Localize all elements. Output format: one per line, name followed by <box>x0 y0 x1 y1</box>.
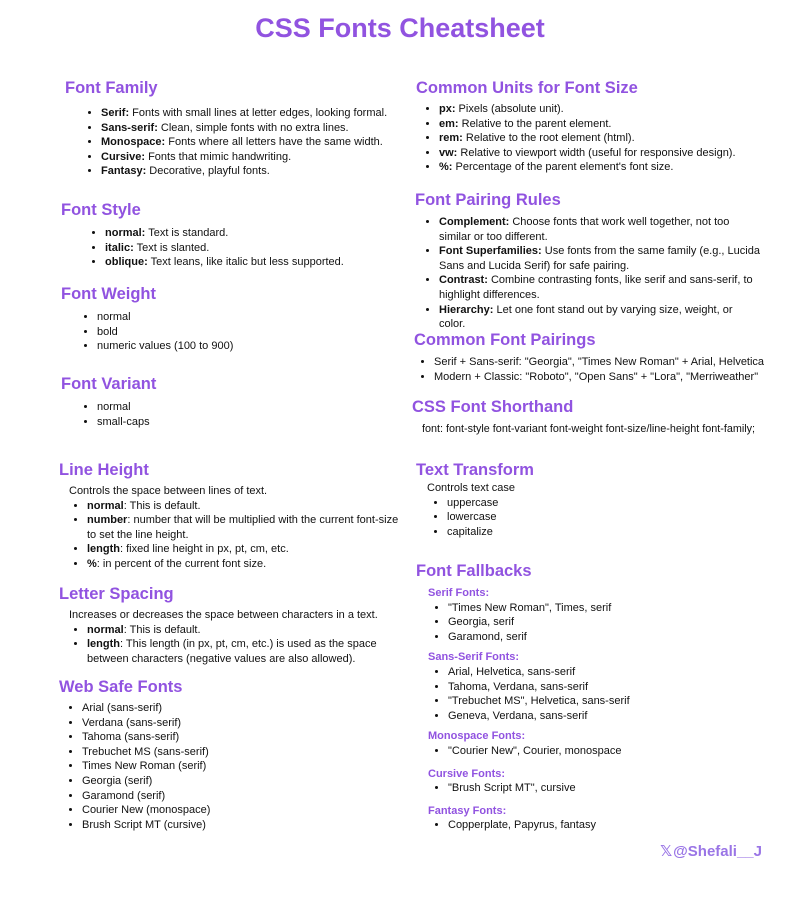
section-heading: Font Pairing Rules <box>415 191 561 209</box>
list-item: • length: This length (in px, pt, cm, etc.) is used as the space between characters (negative values are also allowed). <box>87 637 409 666</box>
fallback-list <box>416 781 766 796</box>
list-item: • Arial (sans-serif) <box>82 701 399 716</box>
list-item: • length: fixed line height in px, pt, cm, etc. <box>87 542 409 557</box>
list-item: • Hierarchy: Let one font stand out by varying size, weight, or color. <box>439 303 760 332</box>
fallback-list <box>416 665 766 723</box>
web-safe-list <box>59 701 399 832</box>
section-line-height <box>59 460 409 572</box>
letter-spacing-list <box>59 623 409 667</box>
section-heading: Letter Spacing <box>59 585 174 603</box>
font-style-list <box>61 226 401 270</box>
section-units <box>416 78 766 175</box>
list-item: • capitalize <box>447 525 756 540</box>
list-item: • "Times New Roman", Times, serif <box>448 601 766 616</box>
fallback-list <box>416 601 766 645</box>
list-item: • Font Superfamilies: Use fonts from the same family (e.g., Lucida Sans and Lucida Serif) for safe pairing. <box>439 244 760 273</box>
list-item: • Serif + Sans-serif: "Georgia", "Times New Roman" + Arial, Helvetica <box>434 355 784 370</box>
list-item: • Arial, Helvetica, sans-serif <box>448 665 766 680</box>
list-item: • Fantasy: Decorative, playful fonts. <box>101 164 405 179</box>
fallback-group-label: Serif Fonts: <box>428 587 490 599</box>
list-item: • Tahoma, Verdana, sans-serif <box>448 680 766 695</box>
list-item: • normal <box>97 310 401 325</box>
list-item: • em: Relative to the parent element. <box>439 117 766 132</box>
section-heading: Font Variant <box>61 375 157 393</box>
fallback-group-label: Sans-Serif Fonts: <box>428 651 520 664</box>
list-item: • Verdana (sans-serif) <box>82 716 399 731</box>
list-item: • Serif: Fonts with small lines at letter edges, looking formal. <box>101 106 405 121</box>
section-web-safe-fonts <box>59 677 399 832</box>
section-heading: Font Style <box>61 201 141 219</box>
list-item: • small-caps <box>97 415 401 430</box>
section-intro: Increases or decreases the space between characters in a text. <box>69 609 378 621</box>
list-item: • Trebuchet MS (sans-serif) <box>82 745 399 760</box>
section-heading: Line Height <box>59 461 149 479</box>
list-item: • italic: Text is slanted. <box>105 241 401 256</box>
list-item: • Contrast: Combine contrasting fonts, like serif and sans-serif, to highlight differences. <box>439 273 760 302</box>
list-item: • bold <box>97 325 401 340</box>
list-item: • numeric values (100 to 900) <box>97 339 401 354</box>
list-item: • Modern + Classic: "Roboto", "Open Sans" + "Lora", "Merriweather" <box>434 370 784 385</box>
fallback-list <box>416 818 766 833</box>
section-heading: Font Fallbacks <box>416 562 532 580</box>
pairings-list <box>414 355 784 384</box>
section-font-family <box>65 78 405 179</box>
font-family-list <box>65 106 405 179</box>
section-font-fallbacks <box>416 561 766 833</box>
section-pairing-rules <box>415 190 760 332</box>
author-handle-text: @Shefali__J <box>673 843 762 860</box>
list-item: • vw: Relative to viewport width (useful for responsive design). <box>439 146 766 161</box>
list-item: • Garamond (serif) <box>82 789 399 804</box>
section-text-transform <box>416 460 756 539</box>
font-variant-list <box>61 400 401 429</box>
list-item: • Monospace: Fonts where all letters have the same width. <box>101 135 405 150</box>
pairing-rules-list <box>415 215 760 332</box>
list-item: • Times New Roman (serif) <box>82 759 399 774</box>
fallback-list <box>416 744 766 759</box>
section-intro: Controls text case <box>427 482 516 494</box>
shorthand-syntax: font: font-style font-variant font-weight font-size/line-height font-family; <box>422 423 756 435</box>
list-item: • normal: Text is standard. <box>105 226 401 241</box>
section-heading: Font Weight <box>61 285 157 303</box>
list-item: • %: in percent of the current font size. <box>87 557 409 572</box>
fallback-group-label: Cursive Fonts: <box>428 767 506 780</box>
x-logo-icon: 𝕏 <box>660 842 673 860</box>
list-item: • Tahoma (sans-serif) <box>82 730 399 745</box>
units-list <box>416 102 766 175</box>
list-item: • Georgia (serif) <box>82 774 399 789</box>
list-item: • Copperplate, Papyrus, fantasy <box>448 818 766 833</box>
list-item: • Georgia, serif <box>448 615 766 630</box>
page-title: CSS Fonts Cheatsheet <box>255 13 545 43</box>
fallback-group-label: Fantasy Fonts: <box>428 804 507 817</box>
list-item: • "Trebuchet MS", Helvetica, sans-serif <box>448 694 766 709</box>
section-shorthand <box>412 397 792 437</box>
list-item: • Cursive: Fonts that mimic handwriting. <box>101 150 405 165</box>
section-font-style <box>61 200 401 270</box>
section-heading: Common Units for Font Size <box>416 79 638 97</box>
section-heading: Font Family <box>65 79 158 97</box>
section-heading: Text Transform <box>416 461 534 479</box>
list-item: • Courier New (monospace) <box>82 803 399 818</box>
list-item: • number: number that will be multiplied with the current font-size to set the line height. <box>87 513 409 542</box>
list-item: • normal <box>97 400 401 415</box>
list-item: • normal: This is default. <box>87 499 409 514</box>
list-item: • Garamond, serif <box>448 630 766 645</box>
list-item: • uppercase <box>447 496 756 511</box>
section-common-pairings <box>414 330 784 384</box>
list-item: • Geneva, Verdana, sans-serif <box>448 709 766 724</box>
list-item: • Brush Script MT (cursive) <box>82 818 399 833</box>
section-intro: Controls the space between lines of text. <box>69 485 268 497</box>
section-font-variant <box>61 374 401 429</box>
list-item: • "Brush Script MT", cursive <box>448 781 766 796</box>
list-item: • %: Percentage of the parent element's font size. <box>439 160 766 175</box>
list-item: • lowercase <box>447 510 756 525</box>
font-weight-list <box>61 310 401 354</box>
author-handle <box>660 842 762 860</box>
list-item: • rem: Relative to the root element (html). <box>439 131 766 146</box>
list-item: • Complement: Choose fonts that work well together, not too similar or too different. <box>439 215 760 244</box>
text-transform-list <box>416 496 756 540</box>
section-font-weight <box>61 284 401 354</box>
list-item: • px: Pixels (absolute unit). <box>439 102 766 117</box>
line-height-list <box>59 499 409 572</box>
section-heading: Web Safe Fonts <box>59 678 183 696</box>
section-heading: Common Font Pairings <box>414 331 596 349</box>
list-item: • oblique: Text leans, like italic but less supported. <box>105 255 401 270</box>
fallback-group-label: Monospace Fonts: <box>428 730 526 743</box>
section-heading: CSS Font Shorthand <box>412 398 574 416</box>
list-item: • Sans-serif: Clean, simple fonts with no extra lines. <box>101 121 405 136</box>
list-item: • normal: This is default. <box>87 623 409 638</box>
list-item: • "Courier New", Courier, monospace <box>448 744 766 759</box>
section-letter-spacing <box>59 584 409 666</box>
